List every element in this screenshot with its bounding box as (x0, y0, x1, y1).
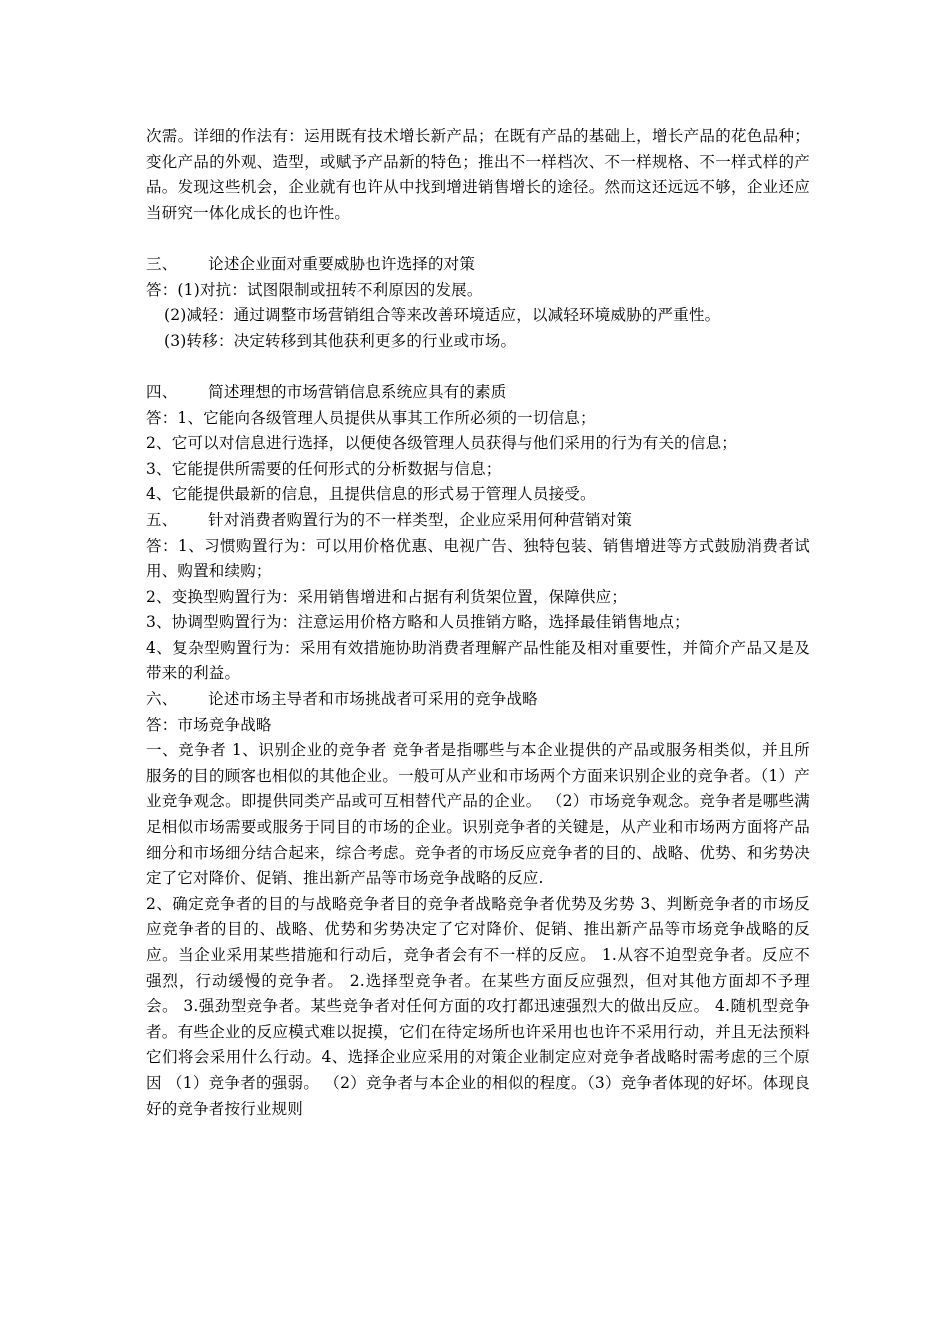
paragraph: 4、复杂型购置行为：采用有效措施协助消费者理解产品性能及相对重要性，并简介产品又是及带来的利益。 (146, 638, 810, 683)
paragraph: 3、它能提供所需要的任何形式的分析数据与信息； (146, 459, 502, 478)
paragraph: 答：市场竞争战略 (146, 715, 272, 734)
section-heading: 五、 针对消费者购置行为的不一样类型，企业应采用何种营销对策 (146, 510, 633, 529)
paragraph: (3)转移：决定转移到其他获利更多的行业或市场。 (164, 331, 517, 350)
paragraph: 2、变换型购置行为：采用销售增进和占据有利货架位置，保障供应； (146, 587, 628, 606)
paragraph: (2)减轻：通过调整市场营销组合等来改善环境适应，以减轻环境威胁的严重性。 (164, 306, 721, 325)
paragraph: 一、竞争者 1、识别企业的竞争者 竞争者是指哪些与本企业提供的产品或服务相类似，并且所服务的目的顾客也相似的其他企业。一般可从产业和市场两个方面来识别企业的竞争者。（1）产业竞争观念。即提供同类产品或可互相替代产品的企业。 （2）市场竞争观念。竞争者是哪些满足相似市场需要或服务于同目的市场的企业。识别竞争者的关键是，从产业和市场两方面将产品细分和市场细分结合起来，综合考虑。竞争者的市场反应竞争者的目的、战略、优势、和劣势决定了它对降价、促销、推出新产品等市场竞争战略的反应. (146, 741, 810, 888)
paragraph: 次需。详细的作法有：运用既有技术增长新产品；在既有产品的基础上，增长产品的花色品种；变化产品的外观、造型，或赋予产品新的特色；推出不一样档次、不一样规格、不一样式样的产品。发现这些机会，企业就有也许从中找到增进销售增长的途径。然而这还远远不够，企业还应当研究一体化成长的也许性。 (146, 127, 810, 222)
paragraph: 答：(1)对抗：试图限制或扭转不利原因的发展。 (146, 280, 483, 299)
paragraph-spacer (146, 354, 810, 380)
section-heading: 四、 简述理想的市场营销信息系统应具有的素质 (146, 382, 507, 401)
paragraph: 2、它可以对信息进行选择，以便使各级管理人员获得与他们采用的行为有关的信息； (146, 434, 737, 453)
paragraph: 4、它能提供最新的信息，且提供信息的形式易于管理人员接受。 (146, 485, 596, 504)
paragraph: 3、协调型购置行为：注意运用价格方略和人员推销方略，选择最佳销售地点； (146, 613, 690, 632)
section-heading: 六、 论述市场主导者和市场挑战者可采用的竞争战略 (146, 690, 538, 709)
paragraph: 答：1、习惯购置行为：可以用价格优惠、电视广告、独特包装、销售增进等方式鼓励消费者试用、购置和续购； (146, 536, 810, 581)
paragraph-spacer (146, 226, 810, 252)
paragraph: 答：1、它能向各级管理人员提供从事其工作所必须的一切信息； (146, 408, 596, 427)
paragraph: 2、确定竞争者的目的与战略竞争者目的竞争者战略竞争者优势及劣势 3、判断竞争者的市场反应竞争者的目的、战略、优势和劣势决定了它对降价、促销、推出新产品等市场竞争战略的反应。当企业采用某些措施和行动后，竞争者会有不一样的反应。 1.从容不迫型竞争者。反应不强烈，行动缓慢的竞争者。 2.选择型竞争者。在某些方面反应强烈，但对其他方面却不予理会。 3.强劲型竞争者。某些竞争者对任何方面的攻打都迅速强烈大的做出反应。 4.随机型竞争者。有些企业的反应模式难以捉摸，它们在待定场所也许采用也也许不采用行动，并且无法预料它们将会采用什么行动。4、选择企业应采用的对策企业制定应对竞争者战略时需考虑的三个原因 （1）竞争者的强弱。 （2）竞争者与本企业的相似的程度。（3）竞争者体现的好坏。体现良好的竞争者按行业规则 (146, 894, 810, 1118)
document-page (146, 124, 810, 1122)
section-heading: 三、 论述企业面对重要威胁也许选择的对策 (146, 254, 476, 273)
